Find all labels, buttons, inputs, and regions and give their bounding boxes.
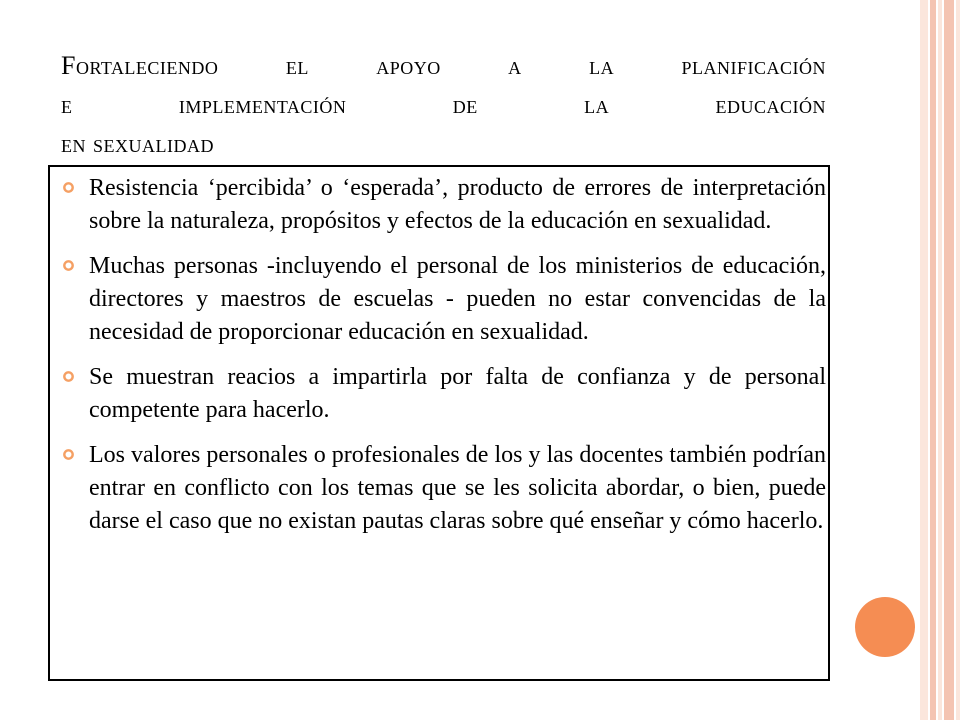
ring-bullet-icon: [62, 448, 75, 461]
stripe: [944, 0, 954, 720]
ring-bullet-icon: [62, 259, 75, 272]
bullet-text: Resistencia ‘percibida’ o ‘esperada’, producto de errores de interpretación sobre la naturaleza, propósitos y efectos de la educación en sexualidad.: [89, 175, 826, 234]
title-line: e implementación de la educación: [61, 90, 826, 119]
decorative-orange-circle: [855, 597, 915, 657]
stripe: [956, 0, 960, 720]
bullet-text: Se muestran reacios a impartirla por falta de confianza y de personal competente para hacerlo.: [89, 364, 826, 423]
bullet-list: [60, 172, 826, 550]
title-line: en sexualidad: [61, 129, 214, 158]
list-item: [60, 439, 826, 538]
stripe: [920, 0, 928, 720]
stripe: [930, 0, 936, 720]
ring-bullet-icon: [62, 370, 75, 383]
bullet-text: Los valores personales o profesionales de los y las docentes también podrían entrar en conflicto con los temas que se les solicita abordar, o bien, puede darse el caso que no existan pautas claras sobre qué enseñar y cómo hacerlo.: [89, 442, 826, 534]
slide-title: [61, 46, 826, 163]
title-line: Fortaleciendo el apoyo a la planificación: [61, 51, 826, 80]
list-item: [60, 250, 826, 349]
bullet-text: Muchas personas -incluyendo el personal de los ministerios de educación, directores y maestros de escuelas - pueden no estar convencidas de la necesidad de proporcionar educación en sexualidad.: [89, 253, 826, 345]
decorative-stripes: [920, 0, 960, 720]
list-item: [60, 172, 826, 238]
list-item: [60, 361, 826, 427]
stripe: [938, 0, 942, 720]
ring-bullet-icon: [62, 181, 75, 194]
